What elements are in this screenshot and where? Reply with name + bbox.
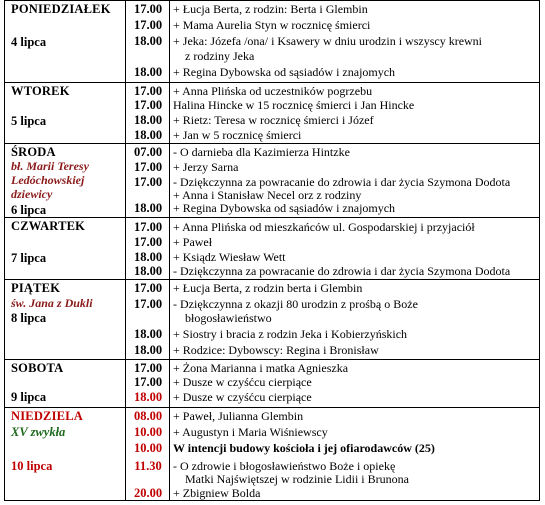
day-name: CZWARTEK [11,219,86,233]
intention-text: + Jeka: Józefa /ona/ i Ksawery w dniu urodzin i wszyscy krewni [173,34,483,48]
day-date: 8 lipca [11,311,47,325]
intention-text: + Łucja Berta, z rodzin berta i Glembin [173,281,363,295]
day-row-tuesday [5,82,539,143]
intention-text: + Anna i Stanisław Necel orz z rodziny [173,188,362,202]
intention-text: + Rodzice: Dybowscy: Regina i Bronisław [173,343,379,357]
column-divider [169,144,170,217]
day-row-monday [5,1,539,82]
mass-time: 17.00 [133,18,163,32]
mass-time: 08.00 [133,409,163,423]
day-name: SOBOTA [11,361,64,375]
column-divider [169,83,170,143]
mass-time: 17.00 [133,160,163,174]
column-divider [125,360,126,407]
mass-time: 17.00 [133,297,163,311]
saint-name: dziewicy [11,187,53,201]
mass-time: 18.00 [133,34,163,48]
mass-time: 18.00 [133,113,163,127]
liturgical-sunday: XV zwykła [11,425,66,439]
mass-time: 18.00 [133,264,163,278]
mass-time: 18.00 [133,201,163,215]
intention-text: + Rietz: Teresa w rocznicę śmierci i Józef [173,113,374,127]
mass-time: 20.00 [133,486,163,500]
intention-text: z rodziny Jeka [185,49,255,63]
column-divider [169,280,170,359]
intention-text: - O darnieba dla Kazimierza Hintzke [173,145,350,159]
column-divider [125,218,126,279]
intention-text: - Dziękczynna z okazji 80 urodzin z prośbą o Boże [173,297,418,311]
day-date: 4 lipca [11,35,47,49]
day-date: 7 lipca [11,251,47,265]
mass-time: 17.00 [133,2,163,16]
intention-text: + Mama Aurelia Styn w rocznicę śmierci [173,18,371,32]
column-divider [169,1,170,82]
mass-time: 10.00 [133,425,163,439]
mass-time: 18.00 [133,250,163,264]
day-name: ŚRODA [11,145,56,159]
column-divider [125,1,126,82]
intention-text: + Żona Marianna i matka Agnieszka [173,361,349,375]
day-row-thursday [5,217,539,279]
day-date: 6 lipca [11,203,47,217]
intention-text: + Siostry i bracia z rodzin Jeka i Kobierzyńskich [173,327,408,341]
intention-text: + Anna Plińska od uczestników pogrzebu [173,84,373,98]
day-name: NIEDZIELA [11,409,83,423]
day-date: 10 lipca [11,459,53,473]
column-divider [125,144,126,217]
day-date: 9 lipca [11,390,47,404]
column-divider [169,408,170,500]
mass-time: 17.00 [133,375,163,389]
intention-text: - Dziękczynna za powracanie do zdrowia i dar życia Szymona Dodota [173,264,511,278]
column-divider [125,408,126,500]
mass-time: 18.00 [133,343,163,357]
mass-time: 18.00 [133,65,163,79]
column-divider [125,280,126,359]
intention-text: + Anna Plińska od mieszkańców ul. Gospodarskiej i przyjaciół [173,220,475,234]
mass-time: 07.00 [133,145,163,159]
day-name: PONIEDZIAŁEK [11,2,111,16]
day-row-sunday [5,407,539,500]
saint-name: bł. Marii Teresy [11,159,89,173]
intention-text: + Regina Dybowska od sąsiadów i znajomych [173,65,396,79]
intention-text: błogosławieństwo [185,311,272,325]
mass-time: 18.00 [133,128,163,142]
mass-time: 17.00 [133,281,163,295]
intention-text: + Paweł, Julianna Glembin [173,409,304,423]
mass-time: 18.00 [133,327,163,341]
day-row-wednesday [5,143,539,217]
mass-time: 18.00 [133,390,163,404]
intention-text: + Paweł [173,235,213,249]
intention-text: + Augustyn i Maria Wiśniewscy [173,425,328,439]
intention-text: + Dusze w czyśćcu cierpiące [173,390,312,404]
intention-text: W intencji budowy kościoła i jej ofiarodawców (25) [173,441,435,455]
mass-time: 17.00 [133,175,163,189]
intention-text: + Łucja Berta, z rodzin: Berta i Glembin [173,2,368,16]
saint-name: św. Jana z Dukli [11,296,93,310]
intention-text: + Dusze w czyśćcu cierpiące [173,375,312,389]
mass-time: 11.30 [134,459,162,473]
mass-time: 10.00 [133,441,163,455]
column-divider [169,218,170,279]
day-name: PIĄTEK [11,281,61,295]
mass-intentions-table [4,0,540,501]
mass-time: 17.00 [133,98,163,112]
intention-text: + Ksiądz Wiesław Wett [173,250,286,264]
intention-text: + Zbigniew Bolda [173,486,261,500]
intention-text: Matki Najświętszej w rodzinie Lidii i Brunona [185,472,409,486]
day-row-saturday [5,359,539,407]
intention-text: + Jan w 5 rocznicę śmierci [173,128,302,142]
mass-time: 17.00 [133,220,163,234]
intention-text: + Regina Dybowska od sąsiadów i znajomych [173,201,396,215]
mass-time: 17.00 [133,361,163,375]
saint-name: Ledóchowskiej [11,173,85,187]
day-row-friday [5,279,539,359]
intention-text: - O zdrowie i błogosławieństwo Boże i opiekę [173,459,396,473]
intention-text: Halina Hincke w 15 rocznicę śmierci i Jan Hincke [173,98,415,112]
mass-time: 17.00 [133,84,163,98]
mass-time: 17.00 [133,235,163,249]
column-divider [169,360,170,407]
intention-text: + Jerzy Sarna [173,160,239,174]
column-divider [125,83,126,143]
day-date: 5 lipca [11,114,47,128]
intention-text: - Dziękczynna za powracanie do zdrowia i dar życia Szymona Dodota [173,175,511,189]
day-name: WTOREK [11,84,70,98]
